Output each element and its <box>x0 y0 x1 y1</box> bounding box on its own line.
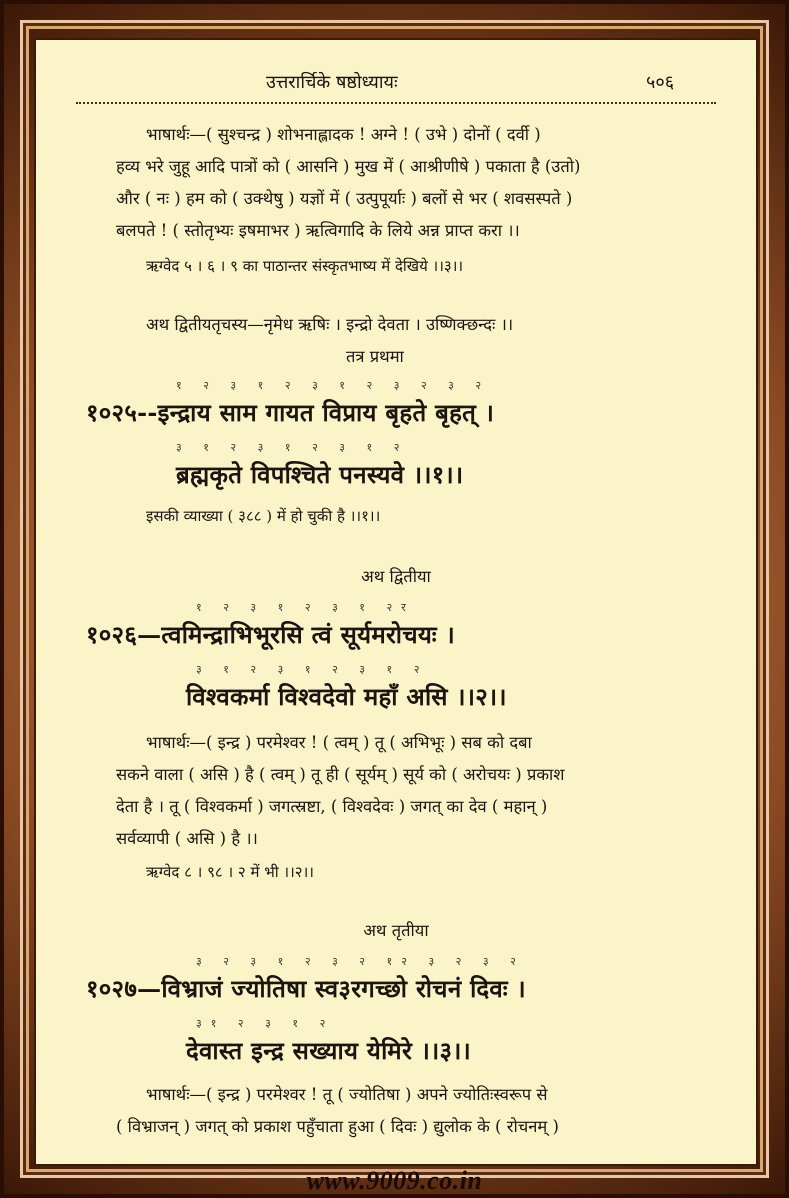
verse-heading: अथ तृतीया <box>363 921 429 940</box>
verse-line: विश्वकर्मा विश्वदेवो महाँ असि ।।२।। <box>186 682 507 711</box>
verse-line: १०२६—त्वमिन्द्राभिभूरसि त्वं सूर्यमरोचयः । <box>86 620 455 649</box>
svara-marks: ३ १ २ ३ १ २ ३ १ २ <box>176 441 409 454</box>
verse-line: १०२७—विभ्राजं ज्योतिषा स्व३रगच्छो रोचनं दिवः । <box>86 974 526 1003</box>
explanation-note: इसकी व्याख्या ( ३८८ ) में हो चुकी है ।।१।। <box>146 507 381 525</box>
meaning-line: बलपते ! ( स्तोतृभ्यः इषमाभर ) ऋत्विगादि के लिये अन्न प्राप्त करा ।। <box>116 221 520 240</box>
meaning-line: भाषार्थः—( सुश्चन्द्र ) शोभनाह्लादक ! अग्ने ! ( उभे ) दोनों ( दर्वी ) <box>146 125 541 144</box>
verse-heading: तत्र प्रथमा <box>346 347 404 366</box>
meaning-line: ( विभ्राजन् ) जगत् को प्रकाश पहुँचाता हुआ ( दिवः ) द्युलोक के ( रोचनम् ) <box>116 1117 559 1136</box>
rigveda-reference: ऋग्वेद ८ । ९८ । २ में भी ।।२।। <box>146 863 314 881</box>
verse-line: ब्रह्मकृते विपश्चिते पनस्यवे ।।१।। <box>176 460 464 489</box>
svara-marks: ३ १ २ ३ १ २ ३ १ २ <box>196 663 429 676</box>
rigveda-reference: ऋग्वेद ५ । ६ । ९ का पाठान्तर संस्कृतभाष्य में देखिये ।।३।। <box>146 257 464 275</box>
meaning-line: और ( नः ) हम को ( उक्थेषु ) यज्ञों में ( उत्पुपूर्याः ) बलों से भर ( शवसस्पते ) <box>116 189 573 208</box>
svara-marks: १ २ ३ १ २ ३ १ २ ३ २ ३ २ <box>176 379 491 392</box>
verse-line: देवास्त इन्द्र सख्याय येमिरे ।।३।। <box>186 1036 472 1065</box>
book-page <box>36 40 756 1164</box>
svara-marks: ३ २ ३ १ २ ३ २ १२ ३ २ ३ २ <box>196 955 525 968</box>
chapter-title: उत्तरार्चिके षष्ठोध्यायः <box>266 72 398 93</box>
meaning-line: देता है । तू ( विश्वकर्मा ) जगत्स्रष्टा, ( विश्वदेवः ) जगत् का देव ( महान् ) <box>116 797 548 816</box>
page-number: ५०६ <box>646 72 675 93</box>
meaning-line: सकने वाला ( असि ) है ( त्वम् ) तू ही ( सूर्यम् ) सूर्य को ( अरोचयः ) प्रकाश <box>116 765 565 784</box>
meaning-line: सर्वव्यापी ( असि ) है ।। <box>116 829 258 848</box>
svara-marks: ३१ २ ३ १ २ <box>196 1017 335 1030</box>
section-intro: अथ द्वितीयतृचस्य—नृमेध ऋषिः । इन्द्रो देवता । उष्णिक्छन्दः ।। <box>146 315 514 334</box>
header-rule <box>76 102 716 104</box>
meaning-line: भाषार्थः—( इन्द्र ) परमेश्वर ! ( त्वम् ) तू ( अभिभूः ) सब को दबा <box>146 733 532 752</box>
meaning-line: हव्य भरे जुहू आदि पात्रों को ( आसनि ) मुख में ( आश्रीणीषे ) पकाता है (उतो) <box>116 157 581 176</box>
verse-line: १०२५--इन्द्राय साम गायत विप्राय बृहते बृहत् । <box>86 398 495 427</box>
verse-heading: अथ द्वितीया <box>361 567 431 586</box>
meaning-line: भाषार्थः—( इन्द्र ) परमेश्वर ! तू ( ज्योतिषा ) अपने ज्योतिःस्वरूप से <box>146 1085 548 1104</box>
site-watermark: www.9009.co.in <box>306 1166 483 1195</box>
svara-marks: १ २ ३ १ २ ३ १ २र <box>196 601 415 614</box>
